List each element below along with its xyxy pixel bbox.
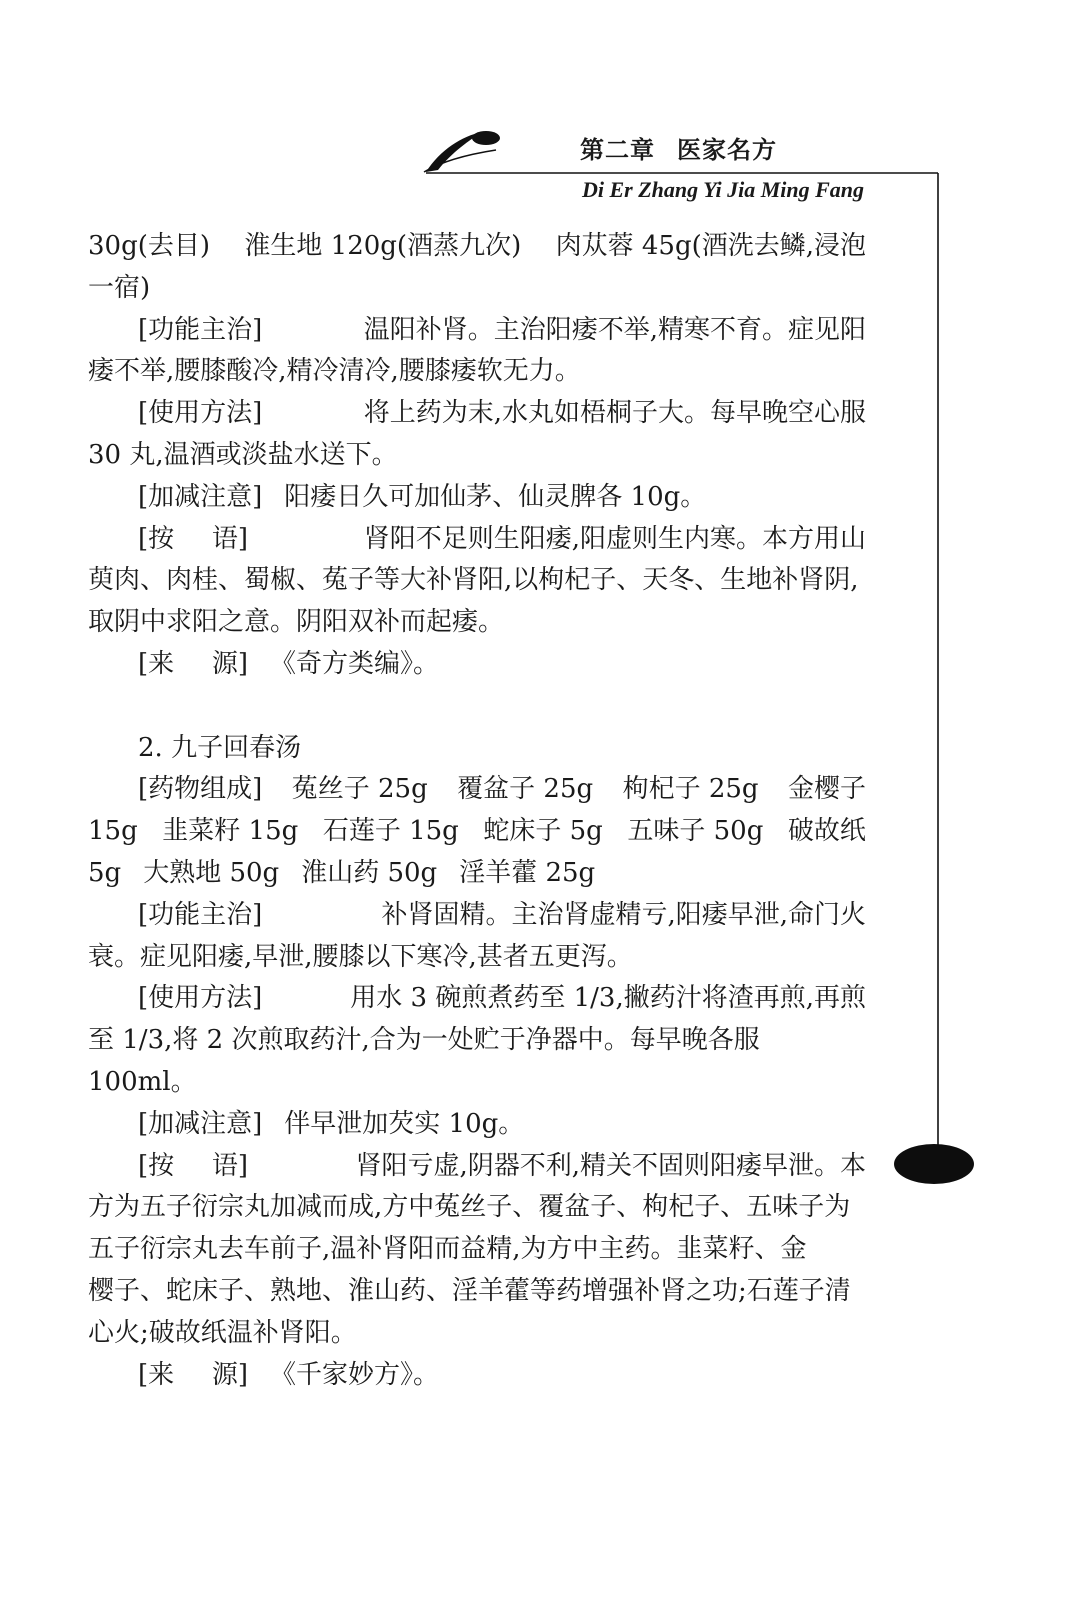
text-line: 萸肉、肉桂、蜀椒、菟子等大补肾阳,以枸杞子、天冬、生地补肾阴,: [88, 565, 859, 596]
leaf-ornament-icon: [426, 132, 482, 172]
chapter-pinyin: Di Er Zhang Yi Jia Ming Fang: [582, 177, 865, 202]
note-line: [按 语] 肾阳不足则生阳痿,阳虚则生内寒。本方用山: [88, 519, 866, 561]
label-composition: [药物组成]: [138, 774, 263, 805]
chapter-number: 第二章: [580, 136, 655, 164]
text-line: 一宿): [88, 272, 151, 303]
text-line: 痿不举,腰膝酸冷,精冷清冷,腰膝痿软无力。: [88, 356, 581, 387]
source-line: [来 源] 《千家妙方》。: [88, 1355, 866, 1397]
modification-line: [加减注意] 伴早泄加芡实 10g。: [88, 1104, 866, 1146]
function-line: [功能主治] 温阳补肾。主治阳痿不举,精寒不育。症见阳: [88, 310, 866, 352]
composition-line: [药物组成] 菟丝子 25g 覆盆子 25g 枸杞子 25g 金樱子: [88, 769, 866, 811]
page-body: [88, 226, 866, 1396]
label-usage: [使用方法]: [138, 398, 263, 429]
note-line: [按 语] 肾阳亏虚,阴器不利,精关不固则阳痿早泄。本: [88, 1146, 866, 1188]
text-line: 五子衍宗丸去车前子,温补肾阳而益精,为方中主药。韭菜籽、金: [88, 1234, 807, 1265]
text-line: 樱子、蛇床子、熟地、淮山药、淫羊藿等药增强补肾之功;石莲子清: [88, 1275, 851, 1306]
label-source: [来 源]: [138, 1359, 248, 1390]
text-line: 30g(去目) 淮生地 120g(酒蒸九次) 肉苁蓉 45g(酒洗去鳞,浸泡: [88, 231, 866, 261]
text-line: 取阴中求阳之意。阴阳双补而起痿。: [88, 607, 505, 638]
text-line: 心火;破故纸温补肾阳。: [88, 1317, 357, 1348]
label-source: [来 源]: [138, 648, 248, 679]
label-modification: [加减注意]: [138, 1108, 263, 1139]
usage-line: [使用方法] 用水 3 碗煎煮药至 1/3,撇药汁将渣再煎,再煎: [88, 978, 866, 1020]
label-function: [功能主治]: [138, 899, 263, 930]
text-line: 方为五子衍宗丸加减而成,方中菟丝子、覆盆子、枸杞子、五味子为: [88, 1192, 851, 1223]
text-line: 30 丸,温酒或淡盐水送下。: [88, 439, 398, 470]
seed-ornament-icon: [472, 131, 500, 145]
page-tab-marker: [894, 1144, 974, 1184]
label-usage: [使用方法]: [138, 983, 263, 1014]
usage-line: [使用方法] 将上药为末,水丸如梧桐子大。每早晚空心服: [88, 393, 866, 435]
source-line: [来 源] 《奇方类编》。: [88, 644, 866, 686]
text-line: 衰。症见阳痿,早泄,腰膝以下寒冷,甚者五更泻。: [88, 941, 633, 972]
chapter-title: [580, 130, 777, 165]
text-line: 至 1/3,将 2 次煎取药汁,合为一处贮于净器中。每早晚各服: [88, 1025, 760, 1056]
label-note: [按 语]: [138, 1150, 248, 1181]
text-line: 100ml。: [88, 1066, 197, 1097]
label-modification: [加减注意]: [138, 481, 263, 512]
function-line: [功能主治] 补肾固精。主治肾虚精亏,阳痿早泄,命门火: [88, 895, 866, 937]
label-function: [功能主治]: [138, 314, 263, 345]
modification-line: [加减注意] 阳痿日久可加仙茅、仙灵脾各 10g。: [88, 477, 866, 519]
text-line: 15g 韭菜籽 15g 石莲子 15g 蛇床子 5g 五味子 50g 破故纸: [88, 816, 866, 847]
chapter-name: 医家名方: [677, 136, 777, 164]
label-note: [按 语]: [138, 523, 248, 554]
recipe-title: 2. 九子回春汤: [138, 732, 302, 763]
text-line: 5g 大熟地 50g 淮山药 50g 淫羊藿 25g: [88, 857, 596, 888]
